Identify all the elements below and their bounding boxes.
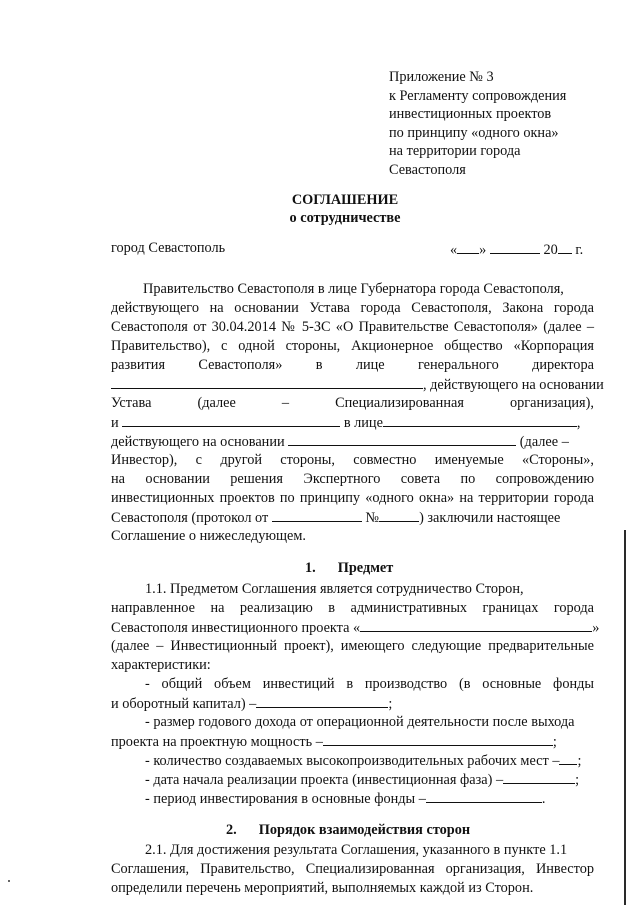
section-1-p1: 1.1. Предметом Соглашения является сотрудничество Сторон, bbox=[145, 581, 524, 597]
project-name-blank bbox=[360, 618, 592, 632]
item-annual-income-cont: проекта на проектную мощность – ; bbox=[111, 734, 557, 750]
investment-volume-blank bbox=[256, 694, 388, 708]
scan-dot bbox=[8, 880, 10, 882]
section-2-heading: 2. Порядок взаимодействия сторон bbox=[226, 822, 471, 838]
investment-period-blank bbox=[426, 789, 542, 803]
protocol-number-blank bbox=[379, 508, 419, 522]
section-1-heading: 1. Предмет bbox=[305, 560, 394, 576]
appendix-header bbox=[389, 68, 566, 180]
appendix-line-2: к Регламенту сопровождения bbox=[389, 87, 567, 104]
item-annual-income: - размер годового дохода от операционной деятельности после выхода bbox=[145, 714, 575, 730]
preamble-line-1: Правительство Севастополя в лице Губернатора города Севастополя, bbox=[143, 281, 564, 297]
director-name-blank bbox=[111, 375, 423, 389]
appendix-line-3: инвестиционных проектов bbox=[389, 106, 552, 123]
document-title: СОГЛАШЕНИЕ bbox=[291, 192, 399, 208]
protocol-date-blank bbox=[272, 508, 362, 522]
preamble-line-9: действующего на основании (далее – bbox=[111, 434, 569, 450]
preamble-line-14: Соглашение о нижеследующем. bbox=[111, 528, 307, 544]
preamble-line-3: Севастополя от 30.04.2014 № 5-ЗС «О Правительстве Севастополя» (далее – bbox=[111, 319, 594, 335]
section-1-p3: Севастополя инвестиционного проекта « » bbox=[111, 620, 600, 636]
preamble-line-2: действующего на основании Устава города Севастополя, Закона города bbox=[111, 300, 594, 316]
preamble-line-10: Инвестор), с другой стороны, совместно именуемые «Стороны», bbox=[111, 452, 594, 468]
month-blank bbox=[490, 240, 540, 254]
year-blank bbox=[558, 240, 572, 254]
appendix-line-6: Севастополя bbox=[389, 161, 466, 178]
item-investment-volume-cont: и оборотный капитал) – ; bbox=[111, 696, 393, 712]
section-1-p4: (далее – Инвестиционный проект), имеющего следующие предварительные bbox=[111, 638, 594, 654]
preamble-line-11: на основании решения Экспертного совета по сопровождению bbox=[111, 471, 594, 487]
preamble-line-4: Правительство), с одной стороны, Акционерное общество «Корпорация bbox=[111, 338, 594, 354]
jobs-blank bbox=[559, 751, 577, 765]
preamble-line-12: инвестиционных проектов по принципу «одного окна» на территории города bbox=[111, 490, 594, 506]
appendix-line-4: по принципу «одного окна» bbox=[389, 124, 559, 141]
annual-income-blank bbox=[323, 732, 553, 746]
section-2-p3: определили перечень мероприятий, выполняемых каждой из Сторон. bbox=[111, 880, 534, 896]
appendix-line-5: на территории города bbox=[389, 143, 521, 160]
section-2-p1: 2.1. Для достижения результата Соглашения, указанного в пункте 1.1 bbox=[145, 842, 568, 858]
appendix-line-1: Приложение № 3 bbox=[389, 69, 494, 85]
document-subtitle: о сотрудничестве bbox=[289, 210, 401, 226]
preamble-line-5: развития Севастополя» в лице генерального директора bbox=[111, 357, 594, 373]
preamble-line-7: Устава (далее – Специализированная организация), bbox=[111, 395, 594, 411]
preamble-line-8: и в лице , bbox=[111, 415, 581, 431]
item-start-date: - дата начала реализации проекта (инвестиционная фаза) – ; bbox=[145, 772, 580, 788]
investor-basis-blank bbox=[288, 432, 516, 446]
preamble-line-6: , действующего на основании bbox=[111, 375, 604, 394]
date-field: « » 20 г. bbox=[450, 242, 584, 258]
item-investment-volume: - общий объем инвестиций в производство (в основные фонды bbox=[145, 676, 594, 692]
start-date-blank bbox=[503, 770, 575, 784]
section-1-p5: характеристики: bbox=[111, 657, 211, 673]
investor-name-blank bbox=[122, 413, 340, 427]
preamble-line-13: Севастополя (протокол от № ) заключили настоящее bbox=[111, 510, 561, 526]
city-label: город Севастополь bbox=[111, 240, 226, 256]
item-jobs: - количество создаваемых высокопроизводительных рабочих мест – ; bbox=[145, 753, 582, 769]
investor-representative-blank bbox=[383, 413, 577, 427]
day-blank bbox=[457, 240, 479, 254]
section-1-p2: направленное на реализацию в административных границах города bbox=[111, 600, 594, 616]
section-2-p2: Соглашения, Правительство, Специализированная организация, Инвестор bbox=[111, 861, 594, 877]
item-investment-period: - период инвестирования в основные фонды – . bbox=[145, 791, 546, 807]
